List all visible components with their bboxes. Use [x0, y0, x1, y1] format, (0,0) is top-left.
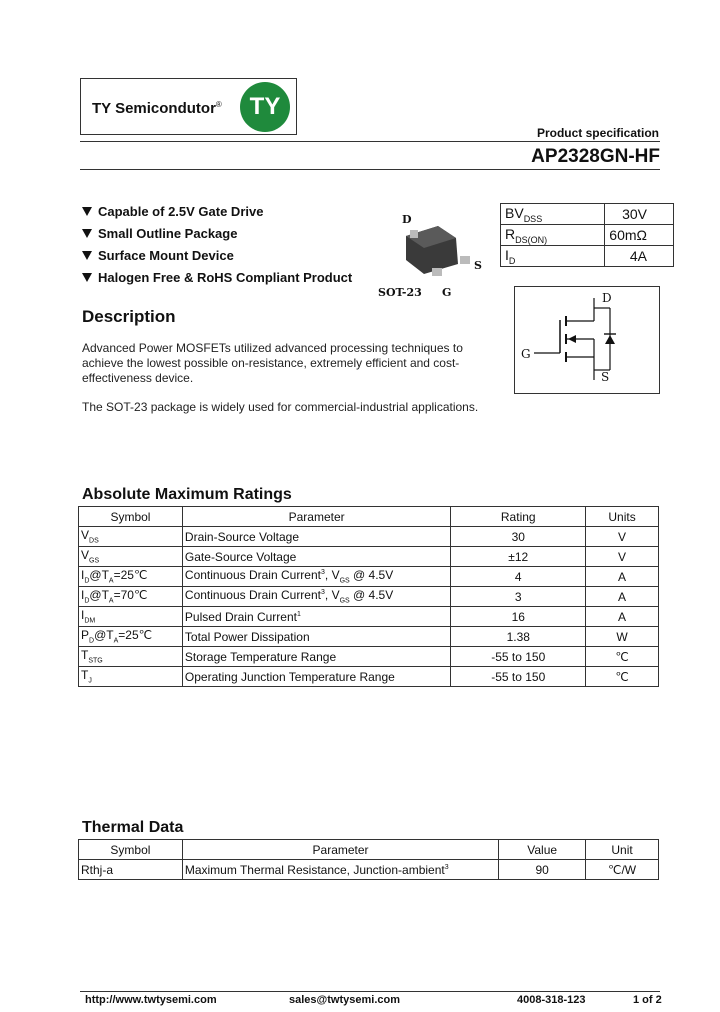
part-number: AP2328GN-HF [531, 146, 660, 167]
parameter-cell: Total Power Dissipation [182, 627, 450, 647]
pin-s-label: S [474, 259, 482, 272]
column-header: Value [499, 840, 586, 860]
column-header: Symbol [79, 507, 183, 527]
key-spec-symbol: $I_D$ [501, 246, 605, 267]
description-paragraph: Advanced Power MOSFETs utilized advanced processing techniques to achieve the lowest possible on-resistance, extremely efficient and cost-effectiveness device. [82, 341, 463, 385]
table-header-row [79, 507, 659, 527]
thermal-heading: Thermal Data [82, 819, 184, 836]
table-row [79, 527, 659, 547]
parameter-cell: Storage Temperature Range [182, 647, 450, 667]
triangle-bullet-icon [82, 273, 92, 282]
footer-phone: 4008-318-123 [517, 994, 586, 1006]
unit-cell: V [586, 547, 659, 567]
schematic-gate-label: G [521, 347, 531, 361]
unit-cell: W [586, 627, 659, 647]
parameter-cell: Operating Junction Temperature Range [182, 667, 450, 687]
description-heading: Description [82, 307, 176, 326]
pin-g-label: G [442, 286, 452, 299]
key-spec-value: 30V [605, 204, 674, 225]
triangle-bullet-icon [82, 251, 92, 260]
package-name: SOT-23 [378, 286, 422, 299]
key-spec-row [501, 204, 674, 225]
key-spec-symbol: $BV_{DSS}$ [501, 204, 605, 225]
feature-item: Surface Mount Device [82, 248, 352, 270]
parameter-cell: Maximum Thermal Resistance, Junction-ambient$^3$ [182, 860, 498, 880]
company-name: TY Semicondutor® [92, 100, 222, 117]
divider [80, 141, 660, 142]
column-header: Unit [586, 840, 659, 860]
rating-cell: ±12 [451, 547, 586, 567]
rating-cell: 1.38 [451, 627, 586, 647]
rating-cell: 30 [451, 527, 586, 547]
table-row [79, 667, 659, 687]
symbol-cell: $I_{DM}$ [79, 607, 183, 627]
symbol-cell: Rthj-a [79, 860, 183, 880]
parameter-cell: Drain-Source Voltage [182, 527, 450, 547]
feature-item: Capable of 2.5V Gate Drive [82, 204, 352, 226]
parameter-cell: Continuous Drain Current$^3$, $V_{GS}$ @ 4.5V [182, 587, 450, 607]
page-number: 1 of 2 [633, 994, 662, 1006]
table-row [79, 647, 659, 667]
key-spec-row [501, 225, 674, 246]
symbol-cell: $T_J$ [79, 667, 183, 687]
table-row [79, 627, 659, 647]
column-header: Symbol [79, 840, 183, 860]
company-logo-mark: TY [240, 82, 290, 132]
rating-cell: 4 [451, 567, 586, 587]
rating-cell: 3 [451, 587, 586, 607]
triangle-bullet-icon [82, 229, 92, 238]
rating-cell: 16 [451, 607, 586, 627]
product-spec-label: Product specification [536, 126, 659, 140]
abs-max-table [78, 506, 659, 687]
abs-max-heading: Absolute Maximum Ratings [82, 486, 292, 503]
description-paragraph: The SOT-23 package is widely used for commercial-industrial applications. [82, 400, 479, 414]
schematic-source-label: S [601, 370, 610, 384]
symbol-cell: $V_{DS}$ [79, 527, 183, 547]
unit-cell: ℃/W [586, 860, 659, 880]
key-spec-value: 4A [605, 246, 674, 267]
table-header-row [79, 840, 659, 860]
unit-cell: A [586, 607, 659, 627]
unit-cell: ℃ [586, 647, 659, 667]
symbol-cell: $T_{STG}$ [79, 647, 183, 667]
column-header: Units [586, 507, 659, 527]
mosfet-schematic [514, 286, 660, 394]
value-cell: 90 [499, 860, 586, 880]
feature-item: Halogen Free & RoHS Compliant Product [82, 270, 352, 292]
feature-list [82, 204, 352, 292]
body-arrow-icon [568, 335, 576, 343]
key-spec-symbol: $R_{DS(ON)}$ [501, 225, 605, 246]
schematic-frame [515, 287, 660, 394]
footer-divider [80, 991, 660, 992]
rating-cell: -55 to 150 [451, 667, 586, 687]
feature-item: Small Outline Package [82, 226, 352, 248]
pin-d-label: D [402, 213, 412, 226]
column-header: Parameter [182, 507, 450, 527]
column-header: Rating [451, 507, 586, 527]
parameter-cell: Pulsed Drain Current$^1$ [182, 607, 450, 627]
symbol-cell: $P_D@T_A=25℃$ [79, 627, 183, 647]
rating-cell: -55 to 150 [451, 647, 586, 667]
table-row [79, 860, 659, 880]
unit-cell: A [586, 567, 659, 587]
source-pin [460, 256, 470, 264]
parameter-cell: Gate-Source Voltage [182, 547, 450, 567]
symbol-cell: $V_{GS}$ [79, 547, 183, 567]
unit-cell: V [586, 527, 659, 547]
symbol-cell: $I_D@T_A=25℃$ [79, 567, 183, 587]
triangle-bullet-icon [82, 207, 92, 216]
table-row [79, 607, 659, 627]
table-row [79, 587, 659, 607]
key-spec-table [500, 203, 674, 267]
key-spec-value: 60mΩ [605, 225, 674, 246]
table-row [79, 567, 659, 587]
parameter-cell: Continuous Drain Current$^3$, $V_{GS}$ @ 4.5V [182, 567, 450, 587]
gate-pin [432, 268, 442, 276]
drain-pin [410, 230, 418, 238]
table-row [79, 547, 659, 567]
thermal-table [78, 839, 659, 880]
unit-cell: A [586, 587, 659, 607]
divider [80, 169, 660, 170]
body-diode-icon [605, 335, 615, 344]
unit-cell: ℃ [586, 667, 659, 687]
schematic-drain-label: D [602, 291, 612, 305]
footer-website-link[interactable]: http://www.twtysemi.com [85, 994, 217, 1006]
column-header: Parameter [182, 840, 498, 860]
symbol-cell: $I_D@T_A=70℃$ [79, 587, 183, 607]
footer-email-link[interactable]: sales@twtysemi.com [289, 994, 400, 1006]
key-spec-row [501, 246, 674, 267]
